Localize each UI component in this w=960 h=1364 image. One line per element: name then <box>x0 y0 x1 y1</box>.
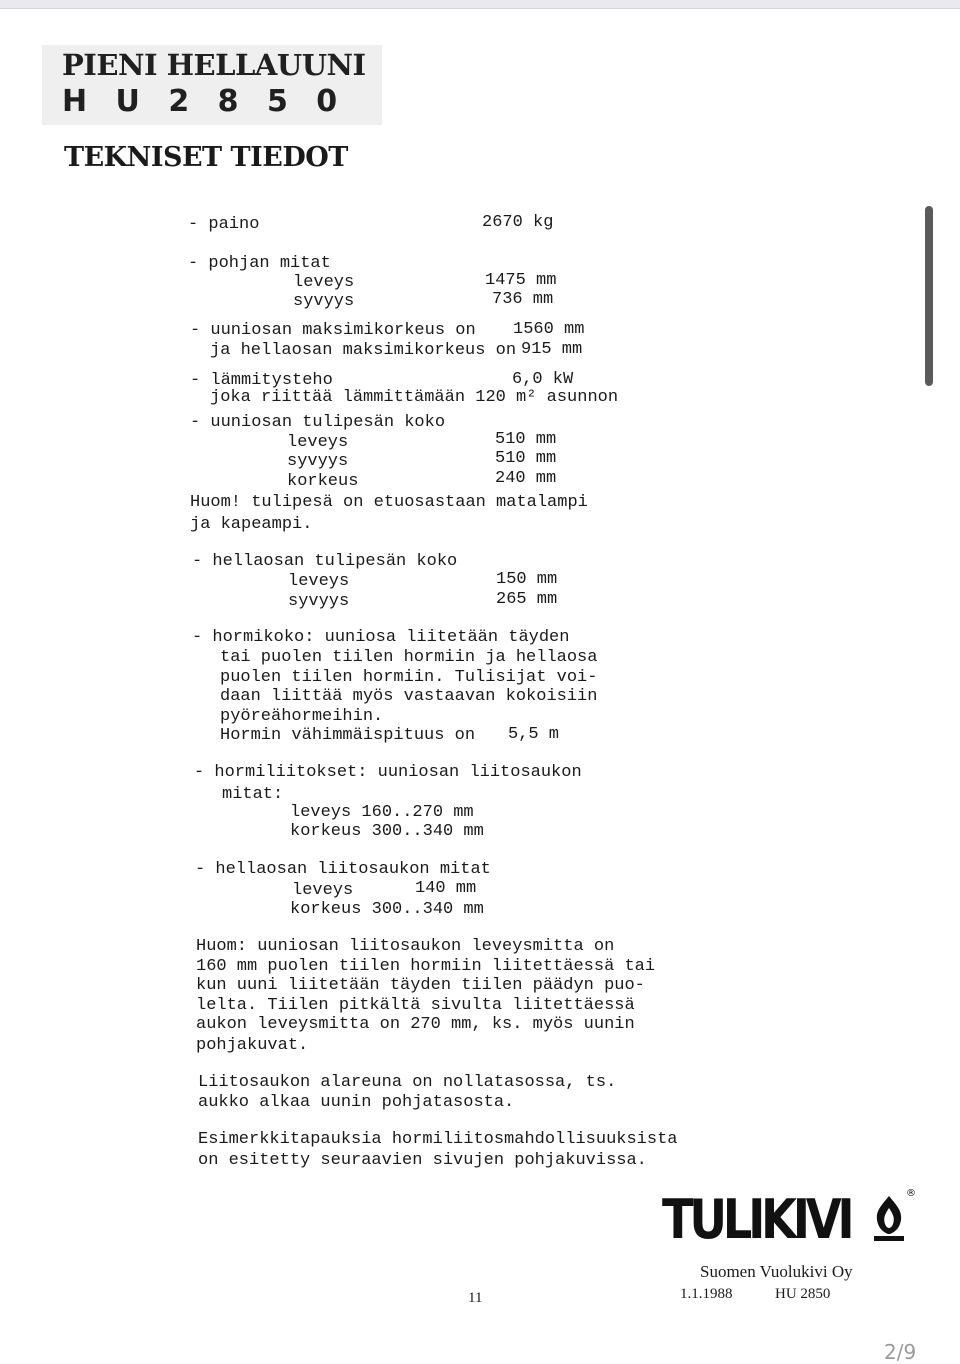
text-line: pohjakuvat. <box>196 1036 309 1055</box>
text-line: - uuniosan maksimikorkeus on <box>190 321 476 340</box>
text-line: - lämmitysteho <box>190 371 333 390</box>
text-line: syvyys <box>288 592 350 611</box>
text-line: 160 mm puolen tiilen hormiin liitettäessä tai <box>196 957 656 976</box>
text-line: 240 mm <box>495 469 557 488</box>
text-line: Hormin vähimmäispituus on <box>220 726 476 745</box>
document-date: 1.1.1988 <box>680 1286 733 1302</box>
text-line: 915 mm <box>521 340 583 359</box>
text-line: syvyys <box>293 292 355 311</box>
text-line: korkeus 300..340 mm <box>290 900 484 919</box>
flame-icon <box>872 1194 906 1242</box>
text-line: 5,5 m <box>508 725 560 744</box>
text-line: Huom! tulipesä on etuosastaan matalampi <box>190 493 588 512</box>
text-line: Esimerkkitapauksia hormiliitosmahdollisuuksista <box>198 1130 678 1149</box>
scrollbar[interactable] <box>925 206 933 386</box>
text-line: tai puolen tiilen hormiin ja hellaosa <box>220 648 598 667</box>
text-line: ja hellaosan maksimikorkeus on <box>210 341 517 360</box>
text-line: korkeus <box>287 472 359 491</box>
text-line: on esitetty seuraavien sivujen pohjakuvissa. <box>198 1151 647 1170</box>
text-line: joka riittää lämmittämään 120 m² asunnon <box>210 388 619 407</box>
text-line: 1475 mm <box>485 271 557 290</box>
text-line: syvyys <box>287 452 349 471</box>
text-line: - hormiliitokset: uuniosan liitosaukon <box>194 763 582 782</box>
text-line: 510 mm <box>495 449 557 468</box>
logo-wordmark: TULIKIVI <box>662 1188 851 1251</box>
text-line: leveys <box>288 572 350 591</box>
text-line: 265 mm <box>496 590 558 609</box>
text-line: - hellaosan tulipesän koko <box>192 552 458 571</box>
text-line: aukko alkaa uunin pohjatasosta. <box>198 1093 515 1112</box>
text-line: leveys 160..270 mm <box>290 803 474 822</box>
text-line: - hellaosan liitosaukon mitat <box>195 860 491 879</box>
text-line: 140 mm <box>415 879 477 898</box>
text-line: kun uuni liitetään täyden tiilen päädyn puo- <box>196 976 645 995</box>
text-line: korkeus 300..340 mm <box>290 822 484 841</box>
text-line: lelta. Tiilen pitkältä sivulta liitettäessä <box>196 996 635 1015</box>
text-line: aukon leveysmitta on 270 mm, ks. myös uunin <box>196 1015 635 1034</box>
company-logo <box>662 1188 918 1258</box>
text-line: 2670 kg <box>482 213 554 232</box>
text-line: - paino <box>188 215 260 234</box>
text-line: Liitosaukon alareuna on nollatasossa, ts. <box>198 1073 617 1092</box>
text-line: pyöreähormeihin. <box>220 707 384 726</box>
text-line: - pohjan mitat <box>188 254 331 273</box>
text-line: 1560 mm <box>513 320 585 339</box>
text-line: leveys <box>292 881 354 900</box>
text-line: - uuniosan tulipesän koko <box>190 413 446 432</box>
text-line: 510 mm <box>495 430 557 449</box>
text-line: leveys <box>287 433 349 452</box>
text-line: - hormikoko: uuniosa liitetään täyden <box>192 628 570 647</box>
page-counter: 2/9 <box>884 1340 917 1364</box>
text-line: puolen tiilen hormiin. Tulisijat voi- <box>220 668 598 687</box>
product-title: PIENI HELLAUUNI <box>62 48 366 82</box>
text-line: ja kapeampi. <box>190 515 313 534</box>
page-number: 11 <box>468 1290 483 1306</box>
text-line: mitat: <box>222 785 284 804</box>
text-line: 150 mm <box>496 570 558 589</box>
section-title: TEKNISET TIEDOT <box>64 142 348 173</box>
text-line: 736 mm <box>492 290 554 309</box>
model-code: H U 2 8 5 0 <box>62 84 347 119</box>
registered-mark: ® <box>906 1188 916 1199</box>
text-line: Huom: uuniosan liitosaukon leveysmitta on <box>196 937 615 956</box>
company-name: Suomen Vuolukivi Oy <box>700 1262 853 1281</box>
text-line: 6,0 kW <box>512 370 574 389</box>
text-line: daan liittää myös vastaavan kokoisiin <box>220 687 598 706</box>
viewer-top-bar <box>0 0 960 9</box>
document-model: HU 2850 <box>775 1286 831 1302</box>
text-line: leveys <box>293 273 355 292</box>
